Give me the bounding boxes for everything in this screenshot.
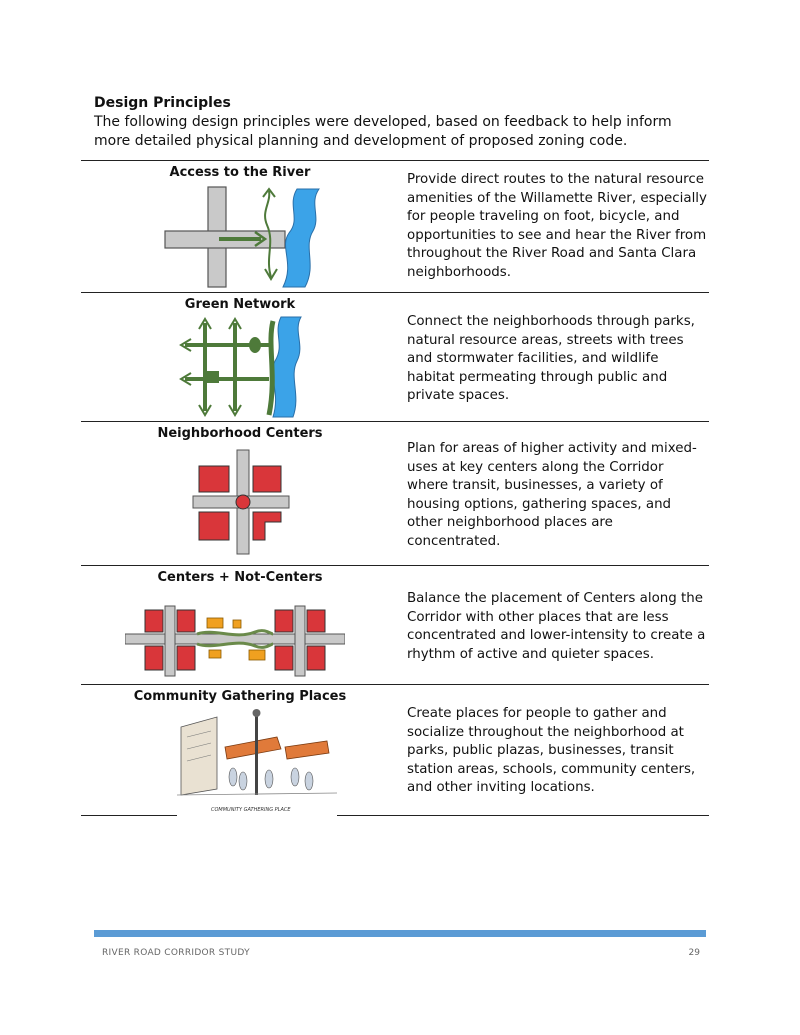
green-network-diagram — [177, 315, 307, 419]
footer-page-number: 29 — [688, 948, 700, 958]
principle-row-community-gathering — [81, 684, 709, 816]
principle-title: Community Gathering Places — [133, 689, 347, 704]
principle-row-access-river — [81, 160, 709, 293]
principle-row-green-network — [81, 292, 709, 422]
principle-row-neighborhood-centers — [81, 421, 709, 566]
principle-title: Green Network — [184, 297, 296, 312]
principle-description: Provide direct routes to the natural resource amenities of the Willamette River, especially for people traveling on foot, bicycle, and opportunities to see and hear the River from throughout the River Road and Santa Clara neighborhoods. — [407, 172, 707, 280]
principle-description: Balance the placement of Centers along the Corridor with other places that are less concentrated and lower-intensity to create a rhythm of active and quieter spaces. — [407, 591, 706, 662]
principle-description: Plan for areas of higher activity and mixed-uses at key centers along the Corridor where transit, businesses, a variety of housing options, gathering spaces, and other neighborhood places are concentrated. — [407, 441, 697, 549]
access-river-diagram — [161, 185, 321, 289]
footer-document-title: RIVER ROAD CORRIDOR STUDY — [102, 948, 250, 958]
principle-title: Neighborhood Centers — [157, 426, 323, 441]
section-title: Design Principles — [94, 95, 231, 111]
principle-title: Access to the River — [169, 165, 311, 180]
principle-description: Create places for people to gather and socialize throughout the neighborhood at parks, public plazas, businesses, transit station areas, schools, community centers, and other inviting locations. — [407, 706, 696, 795]
community-gathering-sketch — [177, 707, 337, 817]
centers-not-centers-diagram — [125, 604, 345, 678]
principle-description: Connect the neighborhoods through parks, natural resource areas, streets with trees and stormwater facilities, and wildlife habitat permeating through public and private spaces. — [407, 314, 695, 403]
principle-title: Centers + Not-Centers — [157, 570, 323, 585]
principle-row-centers-not-centers — [81, 565, 709, 685]
intro-paragraph: The following design principles were developed, based on feedback to help inform more detailed physical planning and development of proposed zoning code. — [94, 114, 672, 149]
neighborhood-centers-diagram — [191, 448, 291, 558]
sketch-caption: COMMUNITY GATHERING PLACE — [211, 807, 291, 813]
footer-bar — [94, 930, 706, 937]
